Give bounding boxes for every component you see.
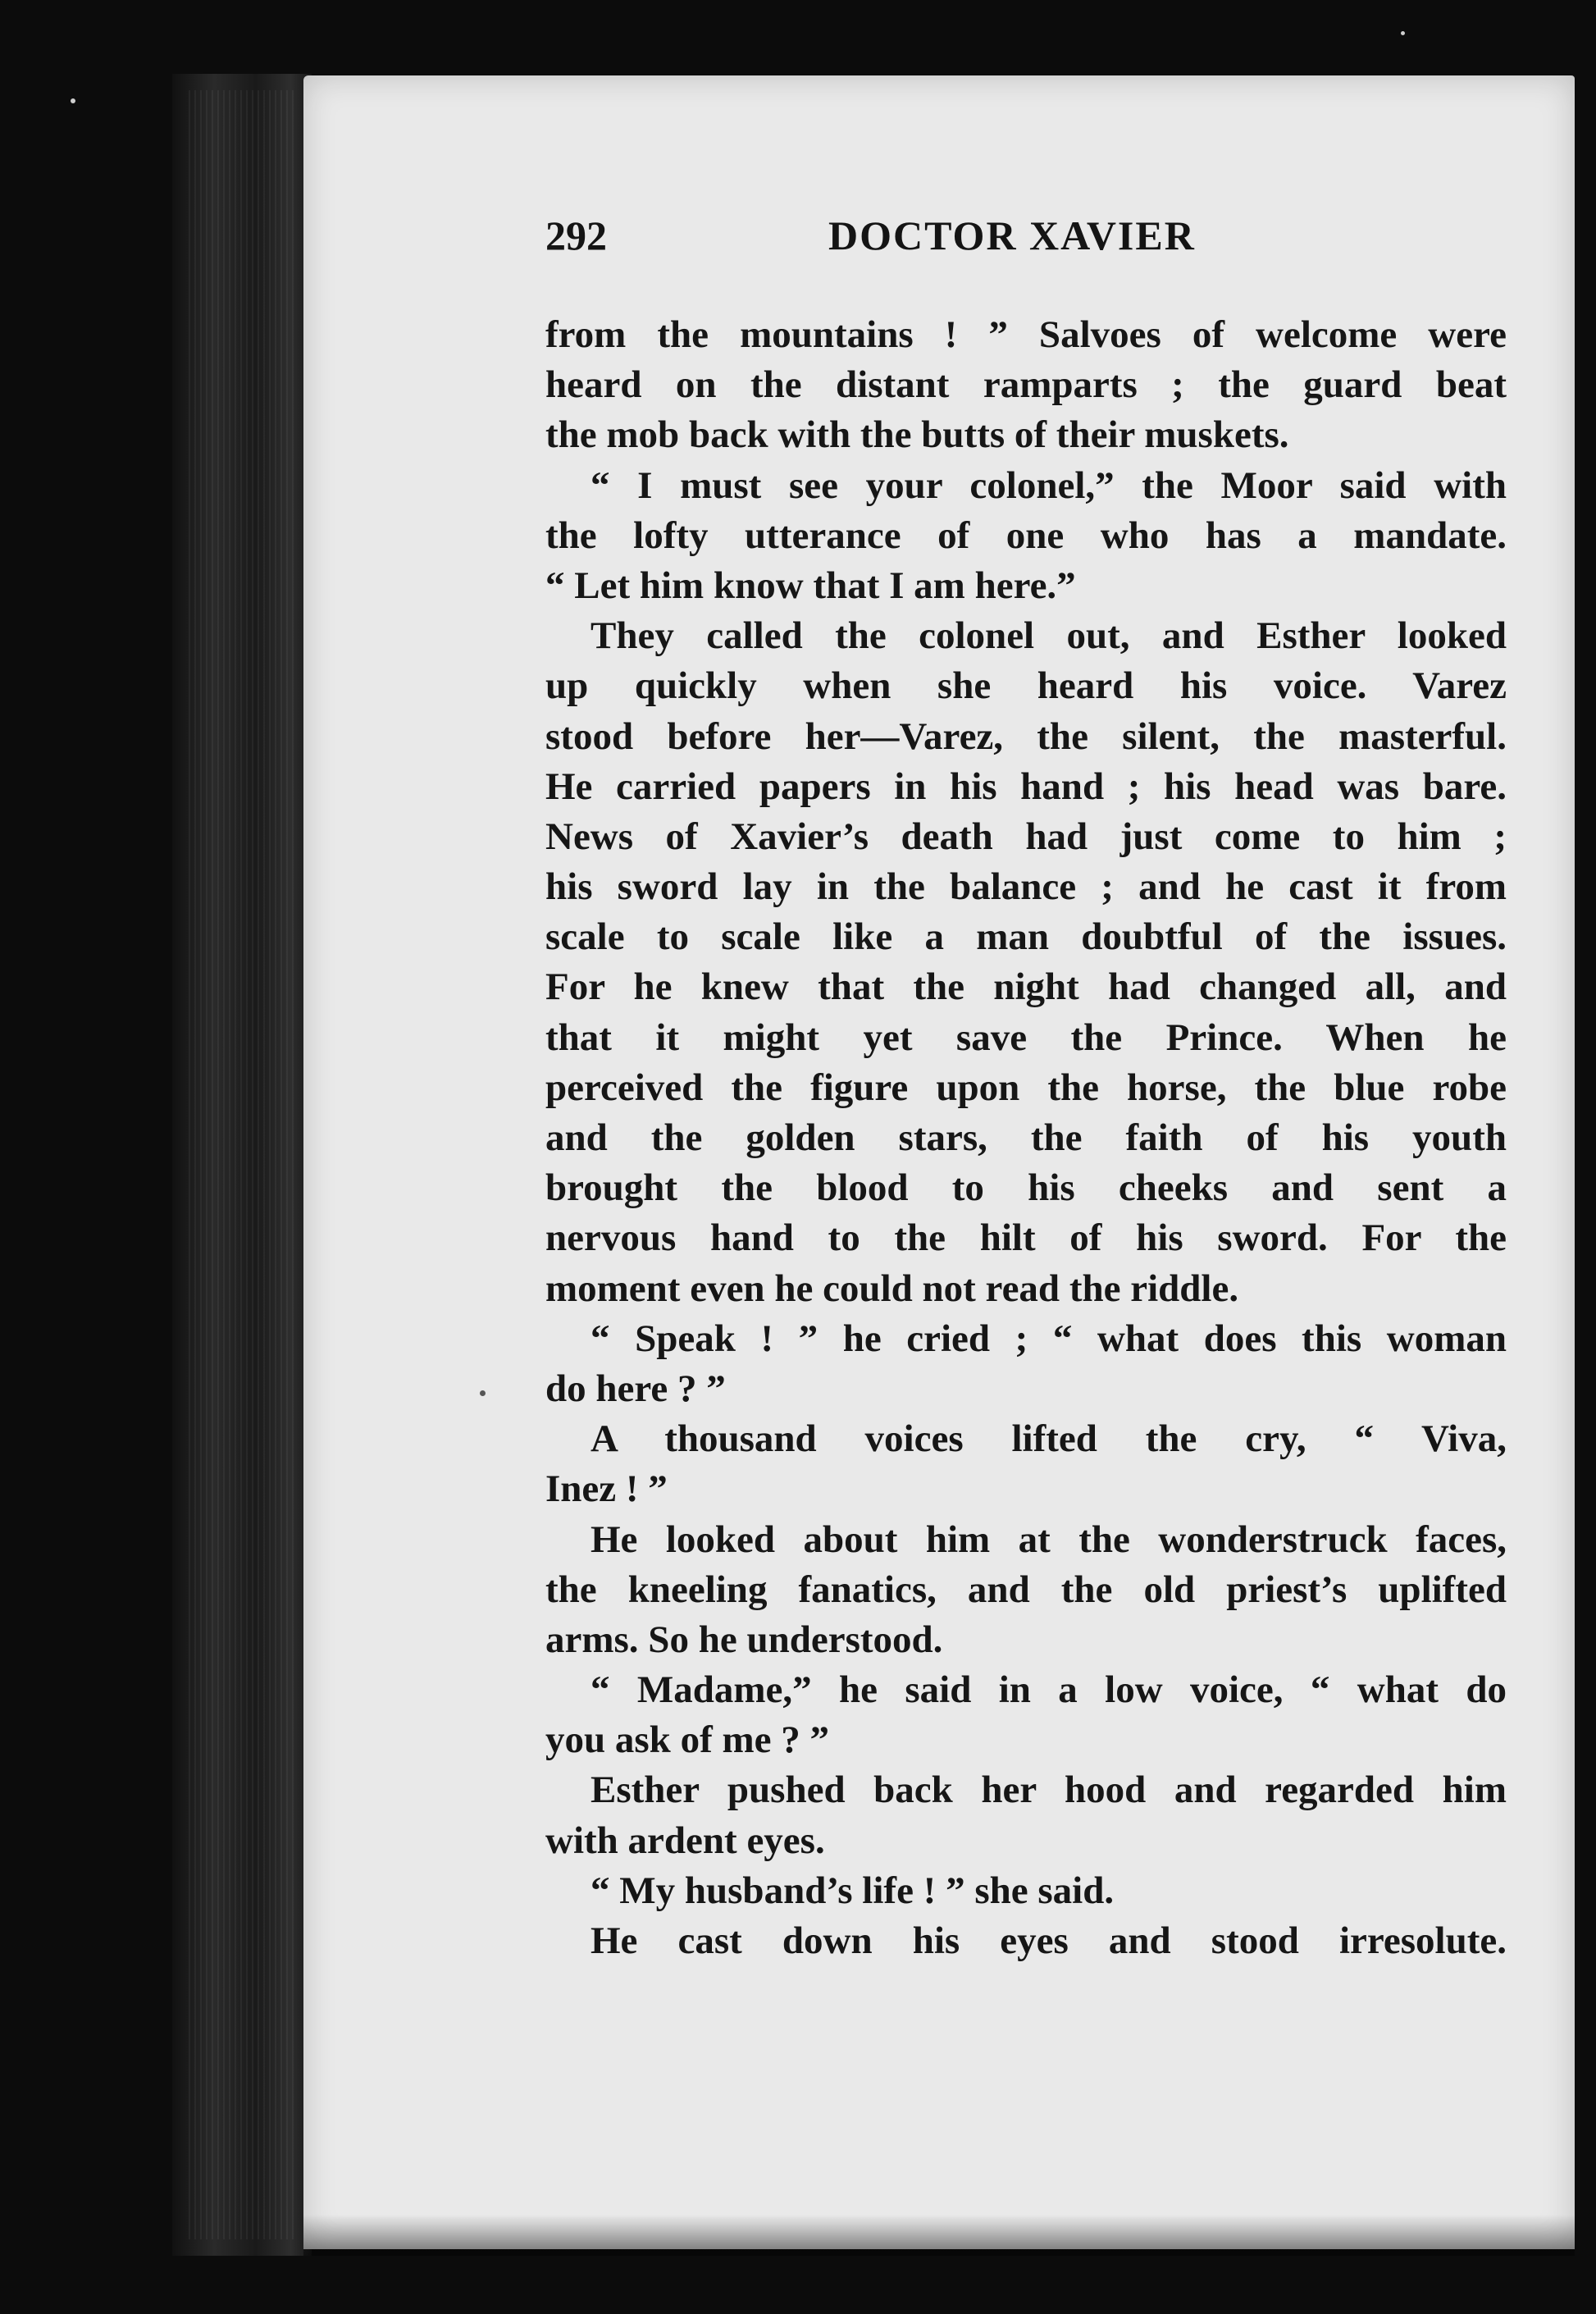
text-line: you ask of me ? ”: [545, 1718, 829, 1762]
running-head: [545, 212, 1251, 269]
text-line: “ Let him know that I am here.”: [545, 564, 1076, 607]
text-line: A thousand voices lifted the cry, “ Viva,: [591, 1417, 1507, 1461]
text-line: from the mountains ! ” Salvoes of welcome were: [545, 313, 1507, 356]
stray-speck: [71, 98, 75, 103]
text-line: perceived the figure upon the horse, the blue robe: [545, 1066, 1507, 1109]
text-line: They called the colonel out, and Esther looked: [591, 614, 1507, 658]
text-line: the kneeling fanatics, and the old priest’s uplifted: [545, 1568, 1507, 1611]
text-line: He cast down his eyes and stood irresolute.: [591, 1919, 1507, 1962]
text-line: scale to scale like a man doubtful of the issues.: [545, 915, 1507, 959]
text-line: the lofty utterance of one who has a mandate.: [545, 513, 1507, 557]
text-line: He looked about him at the wonderstruck faces,: [591, 1518, 1507, 1561]
text-line: do here ? ”: [545, 1367, 726, 1410]
text-line: moment even he could not read the riddle.: [545, 1267, 1239, 1310]
text-line: “ My husband’s life ! ” she said.: [591, 1869, 1115, 1912]
body-text: [545, 310, 1507, 1966]
text-line: “ Madame,” he said in a low voice, “ what do: [591, 1668, 1507, 1712]
text-line: “ I must see your colonel,” the Moor said with: [591, 463, 1507, 507]
book-edge-texture: [189, 90, 295, 2239]
text-line: stood before her—Varez, the silent, the masterful.: [545, 714, 1507, 758]
page-number: 292: [545, 212, 607, 258]
text-line: News of Xavier’s death had just come to him ;: [545, 815, 1507, 858]
stray-speck: [1401, 31, 1405, 35]
text-line: up quickly when she heard his voice. Varez: [545, 664, 1507, 708]
text-line: Esther pushed back her hood and regarded him: [591, 1769, 1507, 1812]
text-line: arms. So he understood.: [545, 1618, 943, 1661]
text-line: the mob back with the butts of their muskets.: [545, 413, 1289, 457]
text-line: with ardent eyes.: [545, 1819, 825, 1862]
text-line: his sword lay in the balance ; and he cast it from: [545, 865, 1507, 909]
text-line: heard on the distant ramparts ; the guard beat: [545, 363, 1507, 407]
page-bottom-shadow: [303, 2215, 1575, 2256]
text-line: Inez ! ”: [545, 1467, 668, 1511]
text-line: He carried papers in his hand ; his head was bare.: [545, 764, 1507, 808]
text-line: that it might yet save the Prince. When he: [545, 1016, 1507, 1059]
stray-speck: [480, 1390, 486, 1396]
text-line: and the golden stars, the faith of his youth: [545, 1116, 1507, 1159]
text-line: nervous hand to the hilt of his sword. For the: [545, 1216, 1507, 1260]
text-line: “ Speak ! ” he cried ; “ what does this woman: [591, 1317, 1507, 1360]
text-line: For he knew that the night had changed all, and: [545, 965, 1507, 1009]
running-title: DOCTOR XAVIER: [828, 212, 1196, 258]
text-line: brought the blood to his cheeks and sent a: [545, 1166, 1507, 1210]
